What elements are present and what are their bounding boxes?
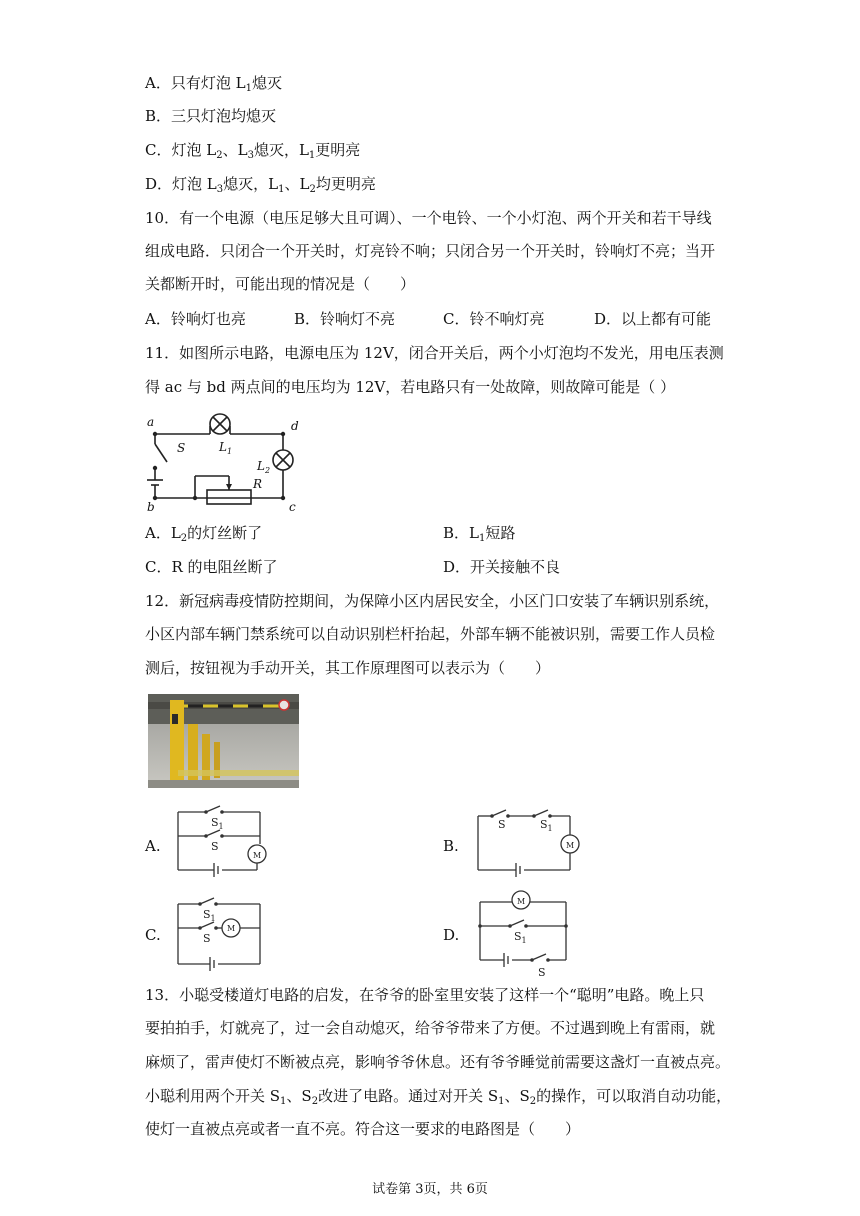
svg-text:S1: $S_1$ xyxy=(203,908,216,923)
q11-label-r: R xyxy=(253,477,263,491)
q11-label-s: S xyxy=(177,441,186,455)
q13-line-5: 使灯一直被点亮或者一直不亮。符合这一要求的电路图是（ ） xyxy=(145,1120,581,1138)
q12-line-3: 测后，按钮视为手动开关，其工作原理图可以表示为（ ） xyxy=(145,659,551,677)
q12-circuit-d xyxy=(470,888,590,978)
svg-text:S1: $S_1$ xyxy=(211,816,224,831)
q13-line-1: 13．小聪受楼道灯电路的启发，在爷爷的卧室里安装了这样一个“聪明”电路。晚上只 xyxy=(145,986,705,1004)
q12-circuit-b xyxy=(470,802,590,877)
q9-option-d: D．灯泡 $L_3$熄灭，$L_1$、$L_2$均更明亮 xyxy=(145,175,376,195)
q11-line-2: 得 ac 与 bd 两点间的电压均为 12V，若电路只有一处故障，则故障可能是（ ） xyxy=(145,378,676,396)
q10-line-3: 关都断开时，可能出现的情况是（ ） xyxy=(145,275,416,293)
q10-line-2: 组成电路．只闭合一个开关时，灯亮铃不响；只闭合另一个开关时，铃响灯不亮；当开 xyxy=(145,242,716,260)
q12-option-c-label: C. xyxy=(145,926,161,944)
svg-text:S1: $S_1$ xyxy=(540,818,553,833)
q11-line-1: 11．如图所示电路，电源电压为 12V，闭合开关后，两个小灯泡均不发光，用电压表测 xyxy=(145,344,724,362)
svg-text:S: S xyxy=(203,932,211,945)
q10-line-1: 10．有一个电源（电压足够大且可调）、一个电铃、一个小灯泡、两个开关和若干导线 xyxy=(145,209,712,227)
q12-line-2: 小区内部车辆门禁系统可以自动识别栏杆抬起，外部车辆不能被识别，需要工作人员检 xyxy=(145,625,716,643)
page-footer: 试卷第 3页，共 6页 xyxy=(372,1182,488,1197)
q12-line-1: 12．新冠病毒疫情防控期间，为保障小区内居民安全，小区门口安装了车辆识别系统， xyxy=(145,592,720,610)
q11-label-a: a xyxy=(147,415,155,429)
q11-option-b: B．$L_1$短路 xyxy=(443,524,516,544)
svg-text:S: S xyxy=(211,840,219,853)
q11-label-b: b xyxy=(147,500,155,514)
q13-line-3: 麻烦了，雷声使灯不断被点亮，影响爷爷休息。还有爷爷睡觉前需要这盏灯一直被点亮。 xyxy=(145,1053,731,1071)
q12-option-b-label: B. xyxy=(443,837,459,855)
svg-text:M: M xyxy=(517,897,526,906)
svg-text:M: M xyxy=(227,924,236,933)
q11-label-l2: $L_2$ xyxy=(257,459,271,475)
q11-option-a: A．$L_2$的灯丝断了 xyxy=(145,524,263,544)
q9-option-b: B．三只灯泡均熄灭 xyxy=(145,107,277,125)
q11-option-c: C．R 的电阻丝断了 xyxy=(145,558,278,576)
q11-circuit-diagram xyxy=(145,410,315,515)
q12-option-a-label: A. xyxy=(145,837,161,855)
q12-option-d-label: D. xyxy=(443,926,460,944)
gate-barrier-photo xyxy=(148,694,299,788)
q10-option-c: C．铃不响灯亮 xyxy=(443,310,545,328)
svg-text:S: S xyxy=(498,818,506,831)
q10-option-d: D．以上都有可能 xyxy=(594,310,712,328)
q10-option-a: A．铃响灯也亮 xyxy=(145,310,246,328)
q9-option-a: A．只有灯泡 $L_1$熄灭 xyxy=(145,74,282,94)
q13-line-4: 小聪利用两个开关 $S_1$、$S_2$改进了电路。通过对开关 $S_1$、$S_2$的操作，可以取消自动功能， xyxy=(145,1087,732,1107)
q10-option-b: B．铃响灯不亮 xyxy=(294,310,396,328)
q11-label-d: d xyxy=(291,419,299,433)
q11-label-c: c xyxy=(289,500,296,514)
q12-circuit-a xyxy=(170,802,280,877)
svg-text:M: M xyxy=(253,851,262,860)
q13-line-2: 要拍拍手，灯就亮了，过一会自动熄灭，给爷爷带来了方便。不过遇到晚上有雷雨，就 xyxy=(145,1019,716,1037)
q11-label-l1: $L_1$ xyxy=(219,440,233,456)
svg-text:M: M xyxy=(566,841,575,850)
svg-text:S1: $S_1$ xyxy=(514,930,527,945)
svg-text:S: S xyxy=(538,966,546,979)
q12-circuit-c xyxy=(170,892,280,972)
q11-option-d: D．开关接触不良 xyxy=(443,558,561,576)
q9-option-c: C．灯泡 $L_2$、$L_3$熄灭，$L_1$更明亮 xyxy=(145,141,361,161)
